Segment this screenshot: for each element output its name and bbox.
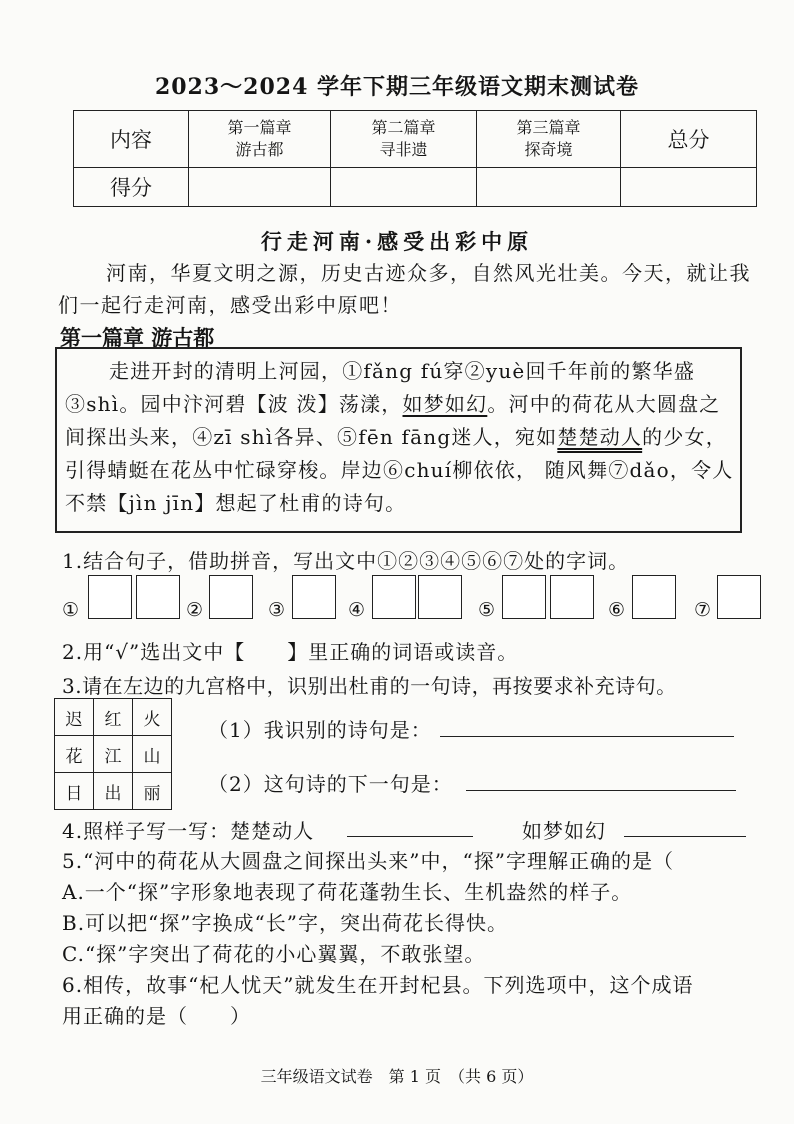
box-label-3: ③: [268, 599, 286, 621]
exam-title: 2023～2024 学年下期三年级语文期末测试卷: [154, 74, 640, 100]
grid-cell[interactable]: 火: [133, 699, 172, 736]
score-header-total: 总分: [621, 111, 757, 168]
answer-box-1a[interactable]: [88, 575, 132, 619]
double-underlined-phrase: 楚楚动人: [557, 425, 643, 449]
question-2: 2.用“√”选出文中【 】里正确的词语或读音。: [62, 640, 519, 664]
answer-line-4-1[interactable]: [347, 836, 473, 837]
answer-box-1b[interactable]: [136, 575, 180, 619]
score-header-chapter2: 第二篇章 寻非遗: [331, 111, 477, 168]
score-cell-chapter2[interactable]: [331, 167, 477, 206]
question-6-cont: 用正确的是（ ）: [62, 1004, 251, 1028]
answer-box-3[interactable]: [292, 575, 336, 619]
underlined-phrase: 如梦如幻: [402, 392, 488, 416]
score-cell-chapter1[interactable]: [189, 167, 331, 206]
box-label-5: ⑤: [478, 599, 496, 621]
answer-line-3-2[interactable]: [466, 790, 736, 791]
box-label-6: ⑥: [608, 599, 626, 621]
question-6: 6.相传，故事“杞人忧天”就发生在开封杞县。下列选项中，这个成语: [62, 973, 694, 997]
score-header-chapter3: 第三篇章 探奇境: [477, 111, 621, 168]
box-label-7: ⑦: [694, 599, 712, 621]
question-4-second: 如梦如幻: [522, 819, 606, 843]
grid-cell[interactable]: 红: [94, 699, 133, 736]
answer-box-2[interactable]: [209, 575, 253, 619]
passage-subtitle: 行走河南·感受出彩中原: [260, 229, 534, 254]
box-label-4: ④: [348, 599, 366, 621]
answer-line-3-1[interactable]: [440, 736, 734, 737]
score-table: [73, 110, 757, 207]
score-cell-chapter3[interactable]: [477, 167, 621, 206]
page-footer: 三年级语文试卷 第 1 页 （共 6 页）: [260, 1067, 534, 1086]
answer-box-7[interactable]: [717, 575, 761, 619]
reading-passage: 走进开封的清明上河园，①fǎng fú穿②yuè回千年前的繁华盛③shì。园中汴河碧【波 泼】荡漾，如梦如幻。河中的荷花从大圆盘之间探出头来，④zī shì各异、⑤fēn fāng迷人，宛如楚楚动人的少女，引得蜻蜓在花丛中忙碌穿梭。岸边⑥chuí柳依依， 随风舞⑦dǎo，令人不禁【jìn jīn】想起了杜甫的诗句。: [55, 347, 742, 533]
answer-boxes: [0, 575, 794, 625]
grid-cell[interactable]: 江: [94, 736, 133, 773]
answer-line-4-2[interactable]: [624, 836, 746, 837]
answer-box-6[interactable]: [632, 575, 676, 619]
question-4: 4.照样子写一写：楚楚动人: [62, 819, 315, 843]
answer-box-5b[interactable]: [550, 575, 594, 619]
option-5c[interactable]: C.“探”字突出了荷花的小心翼翼，不敢张望。: [62, 942, 486, 966]
box-label-1: ①: [62, 599, 80, 621]
option-5b[interactable]: B.可以把“探”字换成“长”字，突出荷花长得快。: [62, 911, 508, 935]
answer-box-4a[interactable]: [372, 575, 416, 619]
score-header-content: 内容: [74, 111, 189, 168]
nine-grid: [54, 698, 172, 810]
grid-cell[interactable]: 山: [133, 736, 172, 773]
answer-box-5a[interactable]: [502, 575, 546, 619]
grid-cell[interactable]: 花: [55, 736, 94, 773]
intro-paragraph: 河南，华夏文明之源，历史古迹众多，自然风光壮美。今天，就让我们一起行走河南，感受出彩中原吧！: [58, 261, 751, 317]
score-row-label: 得分: [74, 167, 189, 206]
section-heading: 第一篇章 游古都: [60, 325, 215, 350]
grid-cell[interactable]: 丽: [133, 773, 172, 810]
grid-cell[interactable]: 出: [94, 773, 133, 810]
answer-box-4b[interactable]: [418, 575, 462, 619]
box-label-2: ②: [186, 599, 204, 621]
question-3-1: （1）我识别的诗句是：: [208, 718, 432, 742]
option-5a[interactable]: A.一个“探”字形象地表现了荷花蓬勃生长、生机盎然的样子。: [62, 880, 633, 904]
question-5: 5.“河中的荷花从大圆盘之间探出头来”中，“探”字理解正确的是（: [62, 849, 674, 873]
question-3-2: （2）这句诗的下一句是：: [208, 772, 453, 796]
question-3: 3.请在左边的九宫格中，识别出杜甫的一句诗，再按要求补充诗句。: [62, 674, 677, 698]
grid-cell[interactable]: 日: [55, 773, 94, 810]
score-header-chapter1: 第一篇章 游古都: [189, 111, 331, 168]
score-cell-total[interactable]: [621, 167, 757, 206]
question-1: 1.结合句子，借助拼音，写出文中①②③④⑤⑥⑦处的字词。: [62, 549, 630, 573]
grid-cell[interactable]: 迟: [55, 699, 94, 736]
